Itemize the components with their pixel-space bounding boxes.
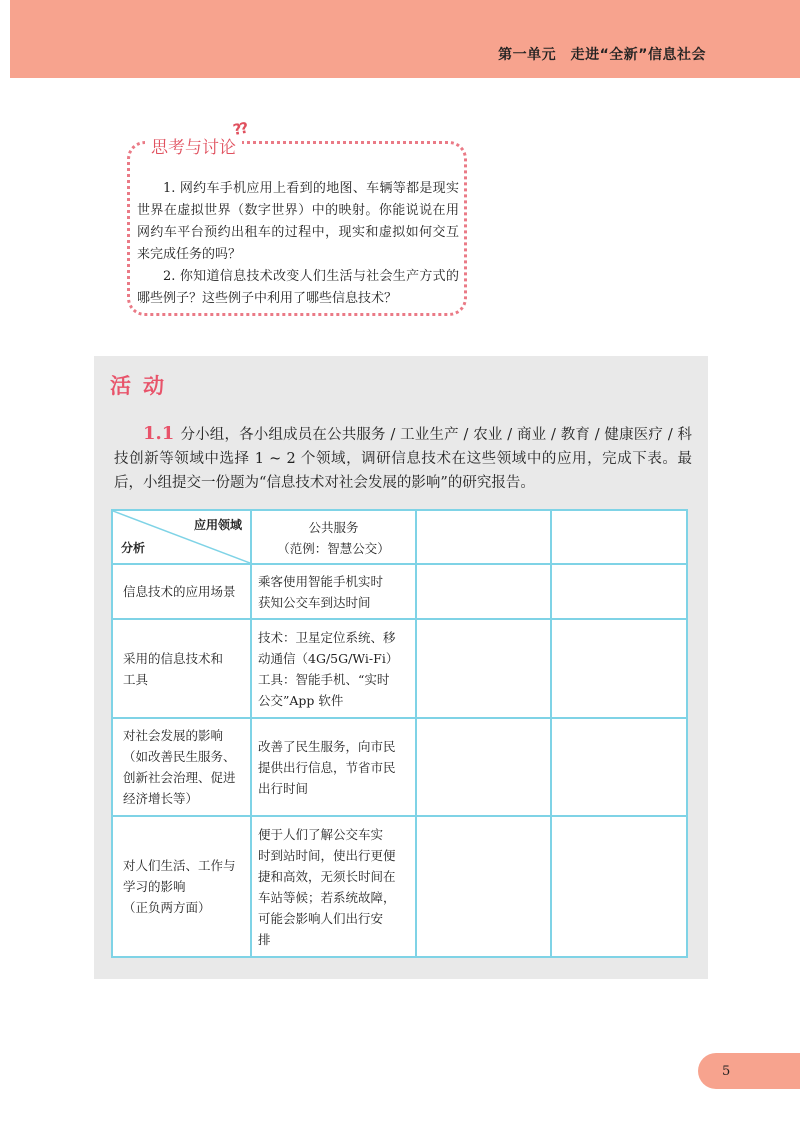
corner-label-domain: 应用领域 [193,518,242,532]
row-head: 采用的信息技术和 工具 [112,619,251,718]
example-cell: 改善了民生服务，向市民 提供出行信息，节省市民 出行时间 [251,718,416,816]
activity-title: 活动 [110,374,176,398]
think-discuss-title: 思考与讨论 [145,133,242,158]
question-marks-icon: ?? [231,118,248,140]
example-cell: 乘客使用智能手机实时 获知公交车到达时间 [251,564,416,619]
row-head: 信息技术的应用场景 [112,564,251,619]
empty-cell[interactable] [416,816,551,957]
research-table [111,509,686,956]
table-corner-cell [112,510,251,564]
table-header-row [112,510,687,564]
column-header-public-service: 公共服务 （范例：智慧公交） [251,510,416,564]
page-number-tab [698,1053,800,1089]
think-discuss-text [137,178,459,310]
example-cell: 便于人们了解公交车实 时到站时间，使出行更便 捷和高效，无须长时间在 车站等候；若系统故障， 可能会影响人们出行安 排 [251,816,416,957]
question-1: 1. 网约车手机应用上看到的地图、车辆等都是现实世界在虚拟世界（数字世界）中的映射。你能说说在用网约车平台预约出租车的过程中，现实和虚拟如何交互来完成任务的吗？ [137,181,459,262]
table-row [112,564,687,619]
empty-header-cell[interactable] [551,510,687,564]
activity-instructions [114,422,692,495]
empty-cell[interactable] [551,816,687,957]
row-head: 对人们生活、工作与 学习的影响 （正负两方面） [112,816,251,957]
empty-cell[interactable] [416,619,551,718]
table-row [112,718,687,816]
page-number: 5 [722,1064,731,1079]
empty-cell[interactable] [551,619,687,718]
corner-label-analysis: 分析 [121,541,146,555]
table-row [112,619,687,718]
activity-number: 1.1 [143,423,175,444]
chapter-title: 第一单元 走进“全新”信息社会 [498,47,706,63]
empty-cell[interactable] [416,564,551,619]
row-head: 对社会发展的影响 （如改善民生服务、 创新社会治理、促进 经济增长等） [112,718,251,816]
header-band [10,0,800,78]
activity-text: 分小组，各小组成员在公共服务 / 工业生产 / 农业 / 商业 / 教育 / 健康医疗 / 科技创新等领域中选择 1 ~ 2 个领域，调研信息技术在这些领域中的应用，完成下表。最后，小组提交一份题为“信息技术对社会发展的影响”的研究报告。 [114,427,692,491]
empty-cell[interactable] [551,718,687,816]
empty-cell[interactable] [416,718,551,816]
empty-header-cell[interactable] [416,510,551,564]
example-cell: 技术：卫星定位系统、移 动通信（4G/5G/Wi-Fi） 工具：智能手机、“实时 公交”App 软件 [251,619,416,718]
table-row [112,816,687,957]
empty-cell[interactable] [551,564,687,619]
question-2: 2. 你知道信息技术改变人们生活与社会生产方式的哪些例子？这些例子中利用了哪些信息技术？ [137,269,459,306]
